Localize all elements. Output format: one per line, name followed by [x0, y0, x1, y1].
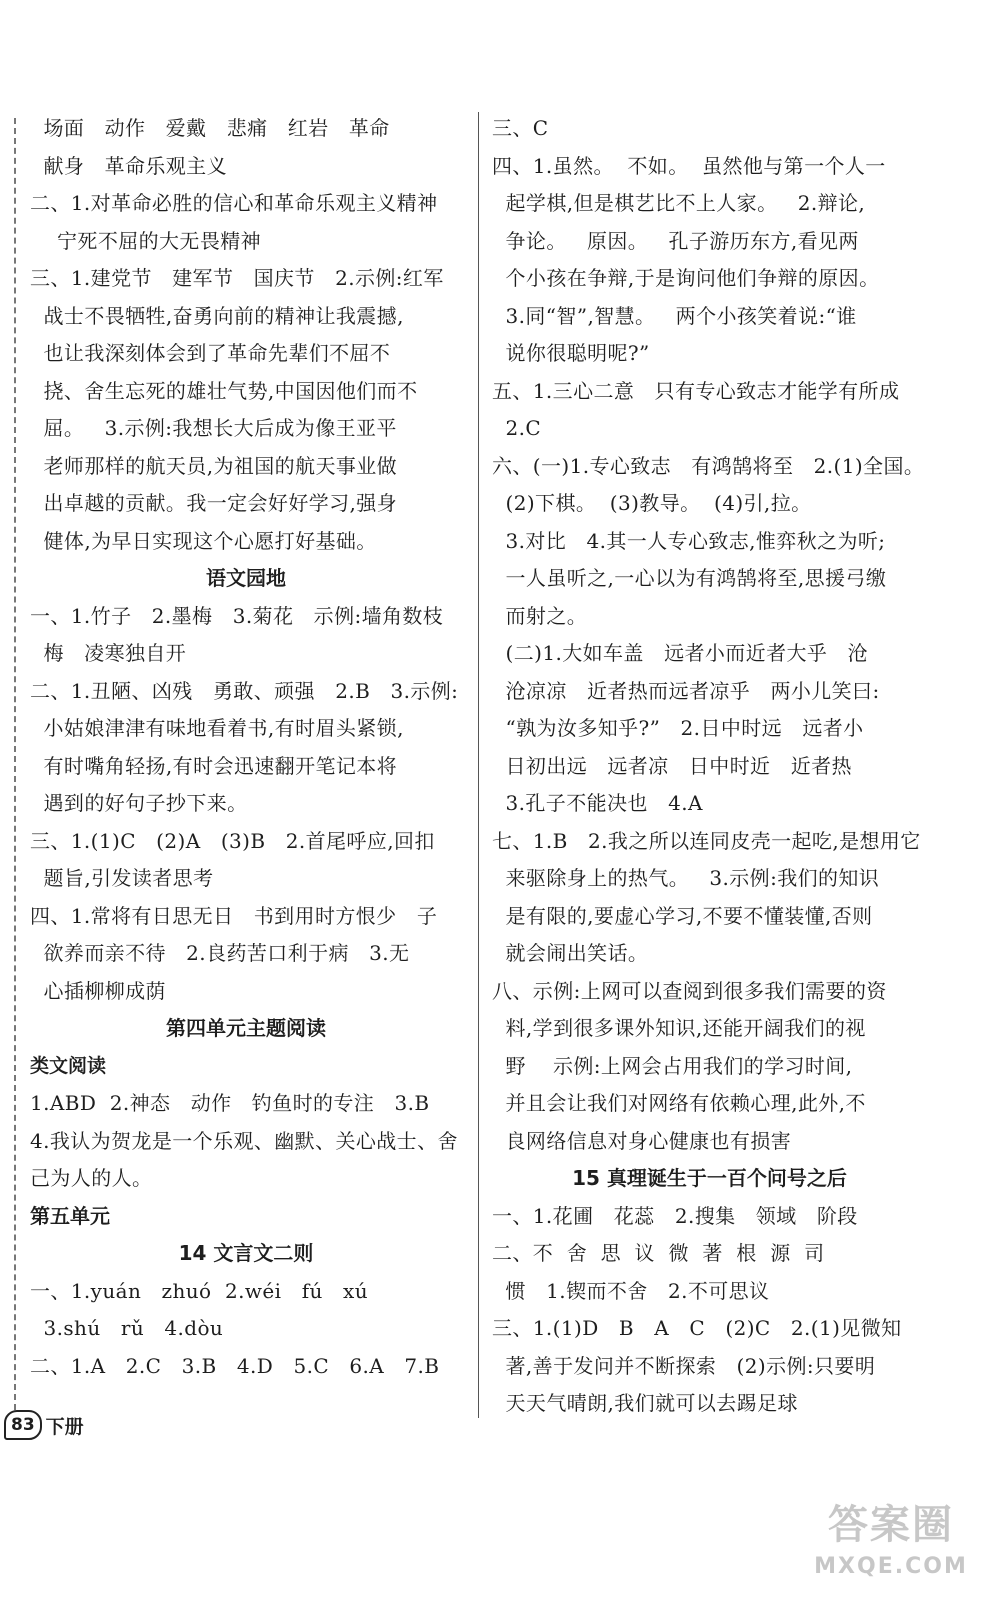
answer-line: 欲养而亲不待 2.良药苦口利于病 3.无 — [30, 941, 410, 965]
volume-label: 下册 — [45, 1415, 84, 1438]
answer-line: 挠、舍生忘死的雄壮气势,中国因他们而不 — [30, 378, 418, 403]
answer-line: 宁死不屈的大无畏精神 — [30, 228, 262, 253]
subsection-heading: 类文阅读 — [30, 1054, 107, 1077]
binding-margin-line — [14, 118, 16, 1410]
answer-line: 有时嘴角轻扬,有时会迅速翻开笔记本将 — [30, 753, 398, 778]
answer-line: 题旨,引发读者思考 — [30, 866, 214, 890]
column-divider — [478, 112, 479, 1418]
answer-line: 二、1.对革命必胜的信心和革命乐观主义精神 — [30, 191, 438, 215]
answer-line: 而射之。 — [492, 603, 588, 628]
watermark-logo — [800, 1488, 982, 1554]
answer-line: 料,学到很多课外知识,还能开阔我们的视 — [492, 1016, 866, 1040]
answer-line: 一人虽听之,一心以为有鸿鹄将至,思援弓缴 — [492, 566, 887, 590]
watermark-url: MXQE.COM — [814, 1554, 968, 1579]
answer-line: 三、1.建党节 建军节 国庆节 2.示例:红军 — [30, 266, 444, 290]
answer-line: 六、(一)1.专心致志 有鸿鹄将至 2.(1)全国。 — [492, 453, 925, 478]
answer-line: 沧凉凉 近者热而远者凉乎 两小儿笑曰: — [492, 678, 880, 703]
answer-line: 三、C — [492, 116, 549, 140]
answer-line: 屈。 3.示例:我想长大后成为像王亚平 — [30, 416, 397, 440]
answer-line: 四、1.常将有日思无日 书到用时方恨少 子 — [30, 903, 438, 928]
answer-line: 己为人的人。 — [30, 1166, 153, 1190]
answer-line: 并且会让我们对网络有依赖心理,此外,不 — [492, 1091, 866, 1115]
answer-line: 说你很聪明呢?” — [492, 341, 650, 365]
answer-line: 八、示例:上网可以查阅到很多我们需要的资 — [492, 978, 887, 1003]
page-number: 83 — [4, 1410, 42, 1440]
answer-line: 4.我认为贺龙是一个乐观、幽默、关心战士、舍 — [30, 1128, 458, 1153]
answer-line: 遇到的好句子抄下来。 — [30, 791, 248, 815]
answer-line: 七、1.B 2.我之所以连同皮壳一起吃,是想用它 — [492, 828, 921, 853]
section-heading: 14 文言文二则 — [178, 1241, 314, 1265]
watermark — [800, 1488, 982, 1592]
answer-line: 一、1.花圃 花蕊 2.搜集 领域 阶段 — [492, 1203, 858, 1228]
answer-line: 3.shú rǔ 4.dòu — [30, 1316, 224, 1340]
answer-line: 良网络信息对身心健康也有损害 — [492, 1128, 792, 1153]
section-heading: 第四单元主题阅读 — [166, 1016, 326, 1040]
answer-line: 天天气晴朗,我们就可以去踢足球 — [492, 1391, 798, 1415]
answer-line: 献身 革命乐观主义 — [30, 153, 227, 178]
answer-line: 2.C — [492, 416, 542, 440]
answer-line: 健体,为早日实现这个心愿打好基础。 — [30, 528, 377, 553]
right-column — [492, 110, 927, 1423]
answer-line: 三、1.(1)C (2)A (3)B 2.首尾呼应,回扣 — [30, 828, 435, 853]
answer-line: 梅 凌寒独自开 — [30, 641, 187, 665]
answer-line: (二)1.大如车盖 远者小而近者大乎 沧 — [492, 641, 868, 665]
answer-line: 四、1.虽然。 不如。 虽然他与第一个人一 — [492, 153, 886, 178]
answer-line: 心插柳柳成荫 — [30, 978, 166, 1003]
answer-line: 五、1.三心二意 只有专心致志才能学有所成 — [492, 378, 900, 403]
answer-line: 一、1.yuán zhuó 2.wéi fú xú — [30, 1278, 369, 1303]
answer-line: 3.对比 4.其一人专心致志,惟弈秋之为听; — [492, 528, 886, 553]
answer-line: 老师那样的航天员,为祖国的航天事业做 — [30, 453, 398, 478]
answer-line: 小姑娘津津有味地看着书,有时眉头紧锁, — [30, 716, 404, 740]
answer-line: 起学棋,但是棋艺比不上人家。 2.辩论, — [492, 191, 866, 215]
answer-line: 一、1.竹子 2.墨梅 3.菊花 示例:墙角数枝 — [30, 603, 444, 628]
answer-line: 争论。 原因。 孔子游历东方,看见两 — [492, 228, 859, 253]
answer-line: 场面 动作 爱戴 悲痛 红岩 革命 — [30, 116, 390, 140]
answer-line: 3.孔子不能决也 4.A — [492, 791, 703, 815]
answer-line: 个小孩在争辩,于是询问他们争辩的原因。 — [492, 266, 880, 290]
answer-line: 也让我深刻体会到了革命先辈们不屈不 — [30, 341, 391, 365]
answer-line: (2)下棋。 (3)教导。 (4)引,拉。 — [492, 491, 812, 515]
answer-line: 来驱除身上的热气。 3.示例:我们的知识 — [492, 866, 880, 890]
section-heading: 语文园地 — [206, 566, 286, 590]
left-column — [30, 110, 462, 1385]
answer-line: 战士不畏牺牲,奋勇向前的精神让我震撼, — [30, 303, 404, 328]
answer-line: 野 示例:上网会占用我们的学习时间, — [492, 1053, 853, 1078]
page-footer — [4, 1410, 84, 1440]
answer-line: 著,善于发问并不断探索 (2)示例:只要明 — [492, 1353, 876, 1378]
watermark-text: 答案圈 — [828, 1501, 954, 1548]
answer-line: “孰为汝多知乎?” 2.日中时远 远者小 — [492, 716, 864, 740]
answer-line: 三、1.(1)D B A C (2)C 2.(1)见微知 — [492, 1316, 902, 1340]
answer-line: 1.ABD 2.神态 动作 钓鱼时的专注 3.B — [30, 1091, 430, 1115]
answer-line: 是有限的,要虚心学习,不要不懂装懂,否则 — [492, 903, 873, 928]
unit-heading: 第五单元 — [30, 1203, 110, 1228]
answer-line: 二、不 舍 思 议 微 著 根 源 司 — [492, 1241, 825, 1265]
answer-line: 出卓越的贡献。我一定会好好学习,强身 — [30, 491, 398, 515]
answer-line: 3.同“智”,智慧。 两个小孩笑着说:“谁 — [492, 303, 857, 328]
answer-line: 二、1.丑陋、凶残 勇敢、顽强 2.B 3.示例: — [30, 678, 459, 703]
answer-line: 二、1.A 2.C 3.B 4.D 5.C 6.A 7.B — [30, 1353, 440, 1378]
answer-line: 日初出远 远者凉 日中时近 近者热 — [492, 753, 852, 778]
answer-line: 就会闹出笑话。 — [492, 941, 649, 965]
section-heading: 15 真理诞生于一百个问号之后 — [572, 1166, 847, 1190]
answer-line: 惯 1.锲而不舍 2.不可思议 — [492, 1278, 770, 1303]
